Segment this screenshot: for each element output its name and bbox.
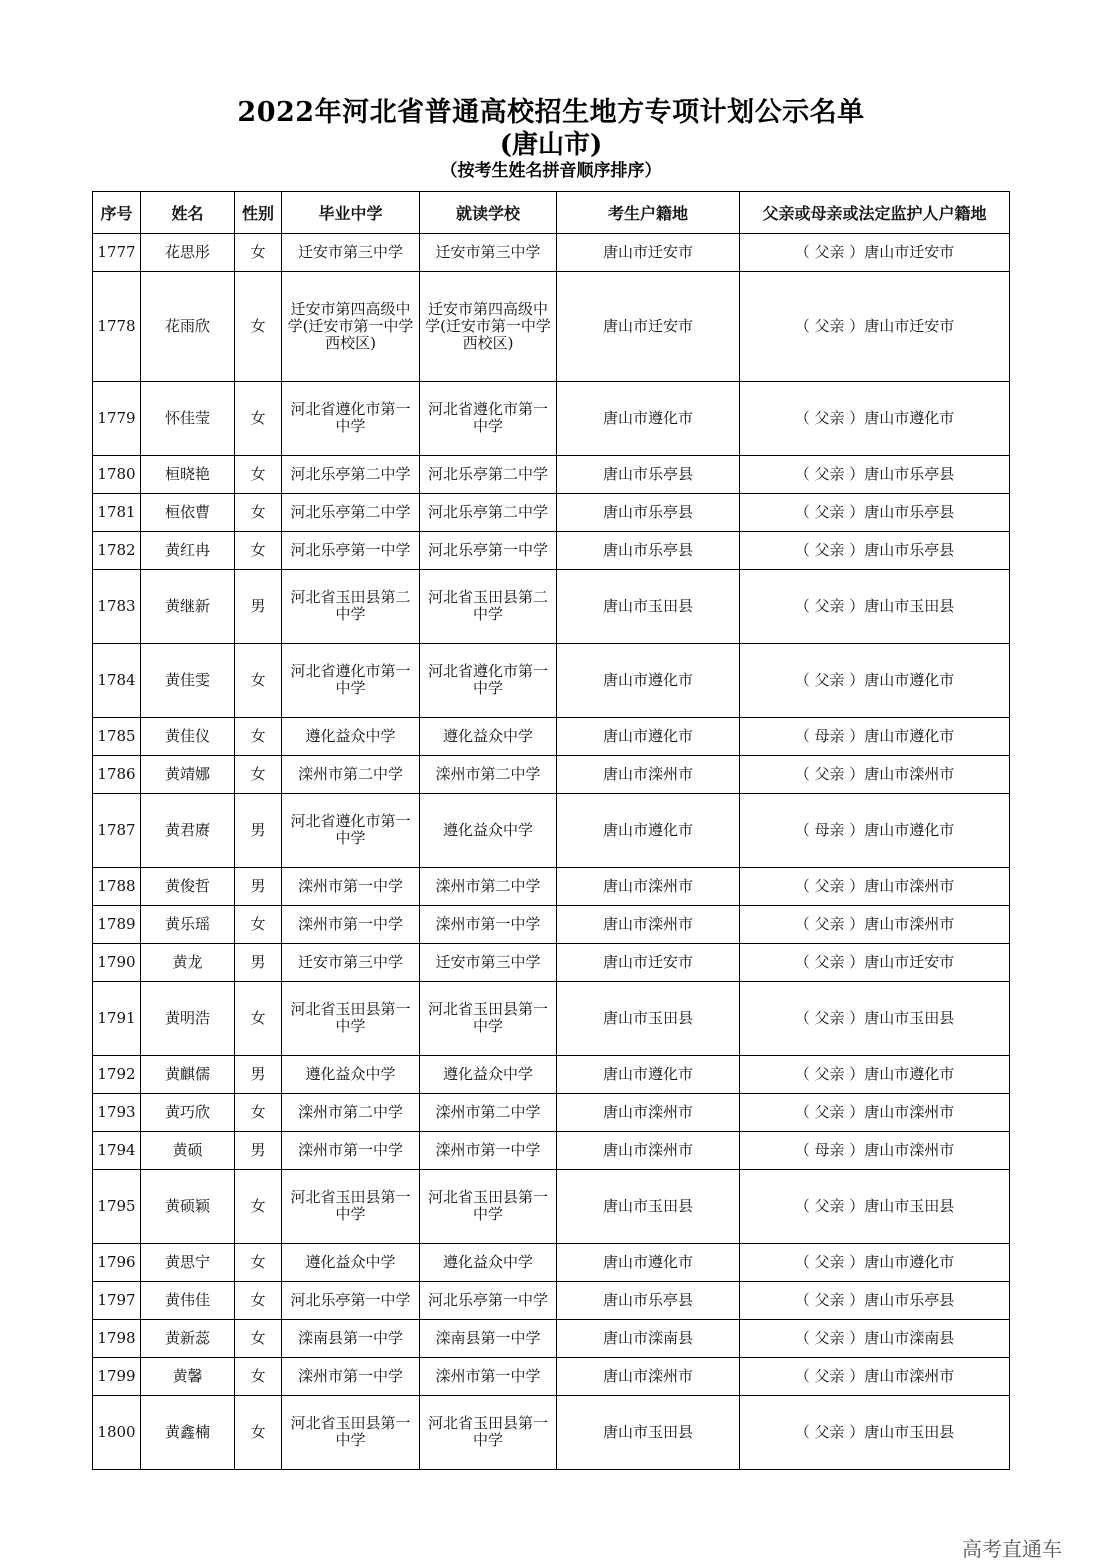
cell-student-hukou: 唐山市遵化市 (557, 793, 740, 867)
cell-graduated-school: 河北乐亭第一中学 (282, 1281, 420, 1319)
column-header-student-hukou: 考生户籍地 (557, 192, 740, 234)
table-row (93, 272, 1010, 382)
cell-seq: 1782 (93, 531, 141, 569)
cell-current-school: 河北省遵化市第一中学 (420, 381, 557, 455)
cell-guardian-hukou: （ 父亲 ）唐山市乐亭县 (740, 1281, 1010, 1319)
cell-name: 黄君赓 (141, 793, 235, 867)
table-row (93, 455, 1010, 493)
cell-name: 黄馨 (141, 1357, 235, 1395)
cell-gender: 女 (235, 1169, 282, 1243)
cell-guardian-hukou: （ 父亲 ）唐山市滦州市 (740, 905, 1010, 943)
cell-gender: 女 (235, 1281, 282, 1319)
column-header-seq: 序号 (93, 192, 141, 234)
cell-name: 黄明浩 (141, 981, 235, 1055)
cell-seq: 1794 (93, 1131, 141, 1169)
cell-seq: 1780 (93, 455, 141, 493)
cell-seq: 1795 (93, 1169, 141, 1243)
cell-guardian-hukou: （ 父亲 ）唐山市滦南县 (740, 1319, 1010, 1357)
table-row (93, 1169, 1010, 1243)
cell-current-school: 河北省玉田县第一中学 (420, 1169, 557, 1243)
cell-student-hukou: 唐山市乐亭县 (557, 1281, 740, 1319)
table-row (93, 643, 1010, 717)
cell-seq: 1798 (93, 1319, 141, 1357)
column-header-graduated-school: 毕业中学 (282, 192, 420, 234)
cell-graduated-school: 河北省玉田县第一中学 (282, 1169, 420, 1243)
cell-name: 黄伟佳 (141, 1281, 235, 1319)
cell-student-hukou: 唐山市滦州市 (557, 905, 740, 943)
cell-current-school: 滦州市第二中学 (420, 1093, 557, 1131)
cell-current-school: 河北乐亭第二中学 (420, 455, 557, 493)
cell-guardian-hukou: （ 母亲 ）唐山市遵化市 (740, 793, 1010, 867)
cell-graduated-school: 迁安市第三中学 (282, 234, 420, 272)
cell-name: 黄俊哲 (141, 867, 235, 905)
cell-graduated-school: 遵化益众中学 (282, 1243, 420, 1281)
cell-name: 桓依曹 (141, 493, 235, 531)
cell-guardian-hukou: （ 父亲 ）唐山市滦州市 (740, 1357, 1010, 1395)
cell-graduated-school: 河北省玉田县第一中学 (282, 981, 420, 1055)
cell-graduated-school: 河北省遵化市第一中学 (282, 381, 420, 455)
cell-graduated-school: 河北乐亭第二中学 (282, 493, 420, 531)
table-row (93, 943, 1010, 981)
cell-gender: 女 (235, 643, 282, 717)
cell-seq: 1787 (93, 793, 141, 867)
cell-student-hukou: 唐山市滦州市 (557, 1093, 740, 1131)
sort-note: （按考生姓名拼音顺序排序） (440, 161, 662, 181)
cell-graduated-school: 遵化益众中学 (282, 717, 420, 755)
table-row (93, 755, 1010, 793)
table-row (93, 793, 1010, 867)
column-header-gender: 性别 (235, 192, 282, 234)
cell-graduated-school: 迁安市第三中学 (282, 943, 420, 981)
cell-guardian-hukou: （ 父亲 ）唐山市乐亭县 (740, 455, 1010, 493)
cell-guardian-hukou: （ 父亲 ）唐山市玉田县 (740, 1169, 1010, 1243)
cell-guardian-hukou: （ 母亲 ）唐山市滦州市 (740, 1131, 1010, 1169)
column-header-current-school: 就读学校 (420, 192, 557, 234)
cell-guardian-hukou: （ 父亲 ）唐山市迁安市 (740, 272, 1010, 382)
cell-student-hukou: 唐山市迁安市 (557, 234, 740, 272)
cell-current-school: 滦州市第一中学 (420, 1131, 557, 1169)
cell-gender: 女 (235, 1319, 282, 1357)
cell-name: 黄靖娜 (141, 755, 235, 793)
cell-seq: 1783 (93, 569, 141, 643)
cell-student-hukou: 唐山市滦州市 (557, 867, 740, 905)
cell-graduated-school: 河北乐亭第二中学 (282, 455, 420, 493)
cell-seq: 1784 (93, 643, 141, 717)
cell-current-school: 滦州市第一中学 (420, 905, 557, 943)
table-row (93, 1131, 1010, 1169)
cell-guardian-hukou: （ 父亲 ）唐山市迁安市 (740, 234, 1010, 272)
cell-seq: 1779 (93, 381, 141, 455)
column-header-guardian-hukou: 父亲或母亲或法定监护人户籍地 (740, 192, 1010, 234)
cell-student-hukou: 唐山市迁安市 (557, 943, 740, 981)
cell-seq: 1797 (93, 1281, 141, 1319)
cell-gender: 男 (235, 1055, 282, 1093)
cell-seq: 1788 (93, 867, 141, 905)
cell-gender: 女 (235, 272, 282, 382)
cell-name: 黄硕 (141, 1131, 235, 1169)
table-row (93, 1395, 1010, 1469)
table-row (93, 569, 1010, 643)
cell-student-hukou: 唐山市滦州市 (557, 755, 740, 793)
cell-gender: 女 (235, 1243, 282, 1281)
cell-gender: 男 (235, 867, 282, 905)
cell-current-school: 滦州市第二中学 (420, 867, 557, 905)
cell-current-school: 河北乐亭第二中学 (420, 493, 557, 531)
cell-graduated-school: 河北乐亭第一中学 (282, 531, 420, 569)
cell-graduated-school: 河北省遵化市第一中学 (282, 793, 420, 867)
cell-graduated-school: 河北省玉田县第一中学 (282, 1395, 420, 1469)
cell-student-hukou: 唐山市玉田县 (557, 981, 740, 1055)
cell-gender: 男 (235, 569, 282, 643)
cell-gender: 男 (235, 1131, 282, 1169)
cell-current-school: 迁安市第三中学 (420, 943, 557, 981)
table-row (93, 717, 1010, 755)
table-row (93, 1319, 1010, 1357)
cell-guardian-hukou: （ 父亲 ）唐山市玉田县 (740, 981, 1010, 1055)
cell-student-hukou: 唐山市乐亭县 (557, 493, 740, 531)
cell-seq: 1778 (93, 272, 141, 382)
cell-gender: 女 (235, 755, 282, 793)
cell-seq: 1799 (93, 1357, 141, 1395)
cell-current-school: 河北省玉田县第二中学 (420, 569, 557, 643)
cell-student-hukou: 唐山市玉田县 (557, 1395, 740, 1469)
cell-seq: 1789 (93, 905, 141, 943)
cell-gender: 女 (235, 981, 282, 1055)
cell-gender: 男 (235, 793, 282, 867)
cell-graduated-school: 滦州市第一中学 (282, 1357, 420, 1395)
cell-student-hukou: 唐山市遵化市 (557, 381, 740, 455)
cell-gender: 女 (235, 1395, 282, 1469)
cell-graduated-school: 滦南县第一中学 (282, 1319, 420, 1357)
cell-graduated-school: 遵化益众中学 (282, 1055, 420, 1093)
cell-gender: 女 (235, 531, 282, 569)
cell-graduated-school: 滦州市第一中学 (282, 1131, 420, 1169)
cell-graduated-school: 河北省玉田县第二中学 (282, 569, 420, 643)
cell-student-hukou: 唐山市迁安市 (557, 272, 740, 382)
cell-current-school: 河北乐亭第一中学 (420, 531, 557, 569)
cell-current-school: 遵化益众中学 (420, 1243, 557, 1281)
cell-seq: 1786 (93, 755, 141, 793)
cell-student-hukou: 唐山市乐亭县 (557, 531, 740, 569)
cell-guardian-hukou: （ 父亲 ）唐山市滦州市 (740, 1093, 1010, 1131)
cell-student-hukou: 唐山市乐亭县 (557, 455, 740, 493)
cell-student-hukou: 唐山市滦南县 (557, 1319, 740, 1357)
table-row (93, 381, 1010, 455)
cell-guardian-hukou: （ 父亲 ）唐山市迁安市 (740, 943, 1010, 981)
cell-seq: 1800 (93, 1395, 141, 1469)
cell-name: 怀佳莹 (141, 381, 235, 455)
cell-graduated-school: 滦州市第二中学 (282, 1093, 420, 1131)
cell-name: 黄继新 (141, 569, 235, 643)
cell-seq: 1781 (93, 493, 141, 531)
cell-current-school: 河北省遵化市第一中学 (420, 643, 557, 717)
cell-name: 黄硕颖 (141, 1169, 235, 1243)
cell-name: 黄麒儒 (141, 1055, 235, 1093)
table-row (93, 493, 1010, 531)
cell-name: 黄新蕊 (141, 1319, 235, 1357)
cell-graduated-school: 河北省遵化市第一中学 (282, 643, 420, 717)
cell-graduated-school: 迁安市第四高级中学(迁安市第一中学西校区) (282, 272, 420, 382)
cell-gender: 女 (235, 717, 282, 755)
cell-current-school: 遵化益众中学 (420, 717, 557, 755)
cell-name: 花思彤 (141, 234, 235, 272)
cell-student-hukou: 唐山市遵化市 (557, 1055, 740, 1093)
cell-seq: 1796 (93, 1243, 141, 1281)
table-row (93, 234, 1010, 272)
table-row (93, 905, 1010, 943)
cell-guardian-hukou: （ 父亲 ）唐山市遵化市 (740, 381, 1010, 455)
cell-student-hukou: 唐山市滦州市 (557, 1357, 740, 1395)
cell-guardian-hukou: （ 父亲 ）唐山市玉田县 (740, 1395, 1010, 1469)
cell-name: 黄佳仪 (141, 717, 235, 755)
cell-student-hukou: 唐山市玉田县 (557, 569, 740, 643)
cell-current-school: 河北乐亭第一中学 (420, 1281, 557, 1319)
cell-seq: 1791 (93, 981, 141, 1055)
cell-seq: 1785 (93, 717, 141, 755)
cell-gender: 女 (235, 1357, 282, 1395)
cell-current-school: 河北省玉田县第一中学 (420, 1395, 557, 1469)
watermark: 高考直通车 (962, 1537, 1062, 1561)
cell-name: 黄鑫楠 (141, 1395, 235, 1469)
cell-guardian-hukou: （ 父亲 ）唐山市滦州市 (740, 867, 1010, 905)
cell-name: 黄乐瑶 (141, 905, 235, 943)
table-row (93, 981, 1010, 1055)
cell-student-hukou: 唐山市玉田县 (557, 1169, 740, 1243)
cell-guardian-hukou: （ 父亲 ）唐山市遵化市 (740, 643, 1010, 717)
cell-name: 黄佳雯 (141, 643, 235, 717)
cell-name: 黄巧欣 (141, 1093, 235, 1131)
cell-seq: 1790 (93, 943, 141, 981)
cell-guardian-hukou: （ 父亲 ）唐山市乐亭县 (740, 531, 1010, 569)
cell-current-school: 迁安市第四高级中学(迁安市第一中学西校区) (420, 272, 557, 382)
cell-name: 花雨欣 (141, 272, 235, 382)
cell-current-school: 滦州市第一中学 (420, 1357, 557, 1395)
admission-list-table (92, 191, 1010, 1470)
cell-gender: 男 (235, 943, 282, 981)
column-header-name: 姓名 (141, 192, 235, 234)
table-row (93, 1055, 1010, 1093)
cell-name: 黄思宁 (141, 1243, 235, 1281)
cell-gender: 女 (235, 905, 282, 943)
cell-current-school: 迁安市第三中学 (420, 234, 557, 272)
cell-current-school: 滦南县第一中学 (420, 1319, 557, 1357)
table-row (93, 867, 1010, 905)
table-row (93, 1093, 1010, 1131)
cell-seq: 1793 (93, 1093, 141, 1131)
cell-student-hukou: 唐山市遵化市 (557, 643, 740, 717)
cell-guardian-hukou: （ 父亲 ）唐山市遵化市 (740, 1055, 1010, 1093)
cell-student-hukou: 唐山市遵化市 (557, 717, 740, 755)
cell-guardian-hukou: （ 父亲 ）唐山市乐亭县 (740, 493, 1010, 531)
cell-current-school: 河北省玉田县第一中学 (420, 981, 557, 1055)
cell-gender: 女 (235, 455, 282, 493)
cell-current-school: 滦州市第二中学 (420, 755, 557, 793)
cell-name: 桓晓艳 (141, 455, 235, 493)
cell-gender: 女 (235, 493, 282, 531)
cell-current-school: 遵化益众中学 (420, 793, 557, 867)
cell-gender: 女 (235, 1093, 282, 1131)
cell-graduated-school: 滦州市第二中学 (282, 755, 420, 793)
cell-current-school: 遵化益众中学 (420, 1055, 557, 1093)
cell-guardian-hukou: （ 父亲 ）唐山市滦州市 (740, 755, 1010, 793)
table-row (93, 531, 1010, 569)
cell-guardian-hukou: （ 父亲 ）唐山市玉田县 (740, 569, 1010, 643)
cell-gender: 女 (235, 381, 282, 455)
cell-student-hukou: 唐山市遵化市 (557, 1243, 740, 1281)
page-title: 2022年河北省普通高校招生地方专项计划公示名单 (237, 97, 865, 128)
table-row (93, 1357, 1010, 1395)
cell-guardian-hukou: （ 母亲 ）唐山市遵化市 (740, 717, 1010, 755)
table-row (93, 1243, 1010, 1281)
cell-guardian-hukou: （ 父亲 ）唐山市遵化市 (740, 1243, 1010, 1281)
cell-student-hukou: 唐山市滦州市 (557, 1131, 740, 1169)
cell-name: 黄龙 (141, 943, 235, 981)
table-header-row (93, 192, 1010, 234)
page-subtitle: (唐山市) (499, 130, 603, 160)
cell-seq: 1777 (93, 234, 141, 272)
cell-graduated-school: 滦州市第一中学 (282, 905, 420, 943)
cell-gender: 女 (235, 234, 282, 272)
table-row (93, 1281, 1010, 1319)
cell-seq: 1792 (93, 1055, 141, 1093)
cell-name: 黄红冉 (141, 531, 235, 569)
cell-graduated-school: 滦州市第一中学 (282, 867, 420, 905)
